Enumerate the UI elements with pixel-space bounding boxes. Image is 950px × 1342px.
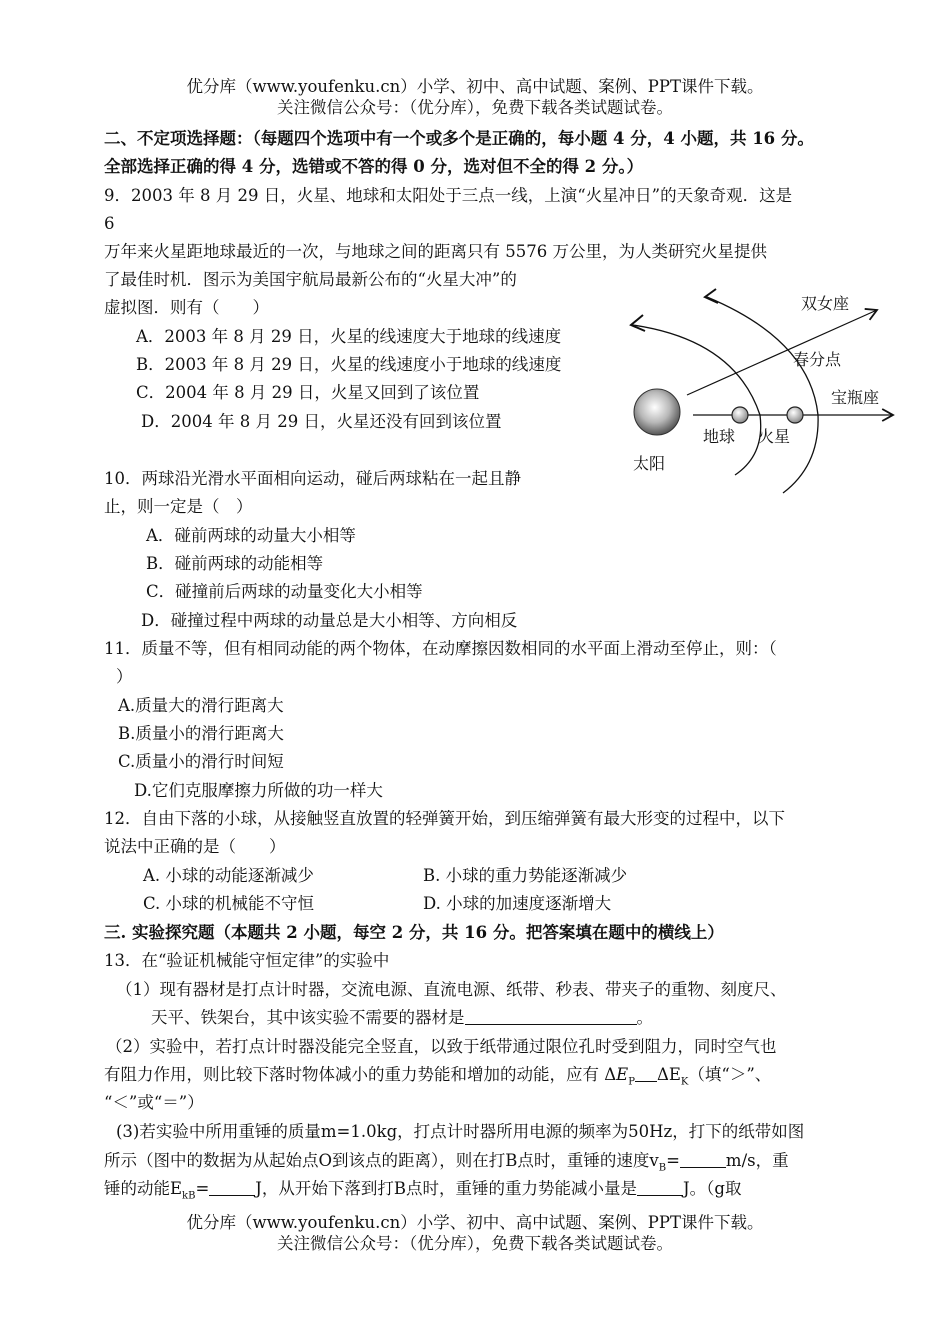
label-aquarius: 宝瓶座 (831, 388, 880, 407)
q9-option-c: C．2004 年 8 月 29 日，火星又回到了该位置 (136, 383, 480, 402)
section2-heading-line1: 二、不定项选择题：（每题四个选项中有一个或多个是正确的，每小题 4 分，4 小题，共 16 分。 (104, 129, 814, 148)
header-line-2: 关注微信公众号：（优分库），免费下载各类试题试卷。 (277, 98, 673, 117)
q13-part2-text-b: （填“＞”、 (688, 1065, 772, 1084)
q13-part1-line2 (151, 1007, 653, 1029)
footer-line-2: 关注微信公众号：（优分库），免费下载各类试题试卷。 (277, 1234, 673, 1253)
q13-part2-line1: （2）实验中，若打点计时器没能完全竖直，以致于纸带通过限位孔时受到阻力，同时空气也 (106, 1037, 777, 1056)
header-line-1: 优分库（www.youfenku.cn）小学、初中、高中试题、案例、PPT课件下载。 (186, 77, 764, 96)
q9-option-b: B．2003 年 8 月 29 日，火星的线速度小于地球的线速度 (136, 355, 562, 374)
section3-heading: 三. 实验探究题（本题共 2 小题，每空 2 分，共 16 分。把答案填在题中的横线上） (104, 923, 724, 942)
q12-line1: 12．自由下落的小球，从接触竖直放置的轻弹簧开始，到压缩弹簧有最大形变的过程中，以下 (104, 809, 785, 828)
mars-opposition-diagram (615, 285, 905, 495)
label-virgo: 双女座 (801, 294, 850, 313)
earth (732, 407, 748, 423)
q9-option-d: D．2004 年 8 月 29 日，火星还没有回到该位置 (141, 412, 502, 431)
q12-option-d: D. 小球的加速度逐渐增大 (423, 894, 612, 913)
q11-line2: ） (116, 667, 133, 686)
label-sun: 太阳 (633, 454, 666, 473)
q9-option-a: A．2003 年 8 月 29 日，火星的线速度大于地球的线速度 (136, 327, 562, 346)
q9-line5: 虚拟图．则有（ ） (104, 298, 269, 317)
label-equinox: 春分点 (793, 350, 842, 369)
q11-line1: 11．质量不等，但有相同动能的两个物体，在动摩擦因数相同的水平面上滑动至停止，则：（ (104, 639, 777, 658)
answer-blank-kinetic-energy[interactable] (209, 1179, 255, 1196)
q13-part2-line2 (104, 1064, 771, 1093)
q13-part1-end: 。 (636, 1008, 653, 1027)
q12-option-a: A. 小球的动能逐渐减少 (143, 866, 314, 885)
q13-dk-symbol: ΔE (656, 1065, 681, 1084)
section2-heading-line2: 全部选择正确的得 4 分，选错或不答的得 0 分，选对但不全的得 2 分。） (104, 157, 644, 176)
earth-orbit-arrow-icon (631, 315, 645, 331)
q11-option-b: B.质量小的滑行距离大 (118, 724, 284, 743)
sun (634, 389, 680, 435)
q13-part1-line1: （1）现有器材是打点计时器，交流电源、直流电源、纸带、秒表、带夹子的重物、刻度尺、 (116, 980, 787, 999)
answer-blank-velocity[interactable] (680, 1151, 726, 1168)
q12-line2: 说法中正确的是（ ） (104, 837, 286, 856)
q13-title: 13．在“验证机械能守恒定律”的实验中 (104, 951, 390, 970)
q10-option-a: A．碰前两球的动量大小相等 (146, 526, 356, 545)
q9-line1: 9．2003 年 8 月 29 日，火星、地球和太阳处于三点一线，上演“火星冲日”的天象奇观．这是 (104, 186, 793, 205)
answer-blank-compare[interactable] (635, 1065, 657, 1082)
q13-vb-subscript: B (658, 1162, 667, 1174)
q10-line1: 10．两球沿光滑水平面相向运动，碰后两球粘在一起且静 (104, 469, 521, 488)
q10-option-b: B．碰前两球的动能相等 (146, 554, 324, 573)
q13-ep-symbol: E (616, 1065, 629, 1084)
q13-part3-line2 (104, 1150, 789, 1179)
q10-option-c: C．碰撞前后两球的动量变化大小相等 (146, 582, 423, 601)
q11-option-d: D.它们克服摩擦力所做的功一样大 (134, 781, 383, 800)
q12-option-b: B. 小球的重力势能逐渐减少 (423, 866, 628, 885)
answer-blank-potential-energy[interactable] (637, 1179, 683, 1196)
q13-part3-text-c: m/s，重 (725, 1151, 789, 1170)
q13-part3-text-a: 所示（图中的数据为从起始点O到该点的距离），则在打B点时，重锤的速度v (104, 1151, 659, 1170)
q13-ek-subscript: kB (182, 1190, 196, 1202)
mars-orbit (707, 297, 818, 493)
q13-part1-text: 天平、铁架台，其中该实验不需要的器材是 (151, 1008, 465, 1027)
q13-part3-text-f: J。（g取 (683, 1179, 742, 1198)
q10-option-d: D．碰撞过程中两球的动量总是大小相等、方向相反 (141, 611, 518, 630)
footer-line-1: 优分库（www.youfenku.cn）小学、初中、高中试题、案例、PPT课件下载。 (186, 1213, 764, 1232)
q9-line2: 6 (104, 214, 115, 233)
q13-part2-text-a: 有阻力作用，则比较下落时物体减小的重力势能和增加的动能，应有 Δ (104, 1065, 617, 1084)
q11-option-c: C.质量小的滑行时间短 (118, 752, 284, 771)
q13-part3-text-e: J，从开始下落到打B点时，重锤的重力势能减小量是 (255, 1179, 638, 1198)
q10-line2: 止，则一定是（ ） (104, 497, 253, 516)
q13-dk-subscript: K (680, 1076, 689, 1088)
q13-part3-eq2: = (195, 1179, 210, 1198)
answer-blank-unneeded-equipment[interactable] (465, 1008, 637, 1025)
q9-line3: 万年来火星距地球最近的一次，与地球之间的距离只有 5576 万公里，为人类研究火星提供 (104, 242, 767, 261)
q13-ep-subscript: P (628, 1076, 635, 1088)
virgo-line (687, 310, 877, 395)
q13-part2-line3: “＜”或“＝”） (104, 1093, 204, 1112)
q12-option-c: C. 小球的机械能不守恒 (143, 894, 315, 913)
q13-part3-line1: (3)若实验中所用重锤的质量m=1.0kg，打点计时器所用电源的频率为50Hz，打下的纸带如图 (116, 1122, 805, 1141)
q13-part3-line3 (104, 1178, 741, 1207)
label-earth: 地球 (703, 427, 736, 446)
label-mars: 火星 (758, 427, 791, 446)
q13-part3-text-d: 锤的动能E (104, 1179, 183, 1198)
q11-option-a: A.质量大的滑行距离大 (118, 696, 284, 715)
q9-line4: 了最佳时机．图示为美国宇航局最新公布的“火星大冲”的 (104, 270, 517, 289)
mars (787, 407, 803, 423)
q13-part3-eq1: = (666, 1151, 680, 1170)
